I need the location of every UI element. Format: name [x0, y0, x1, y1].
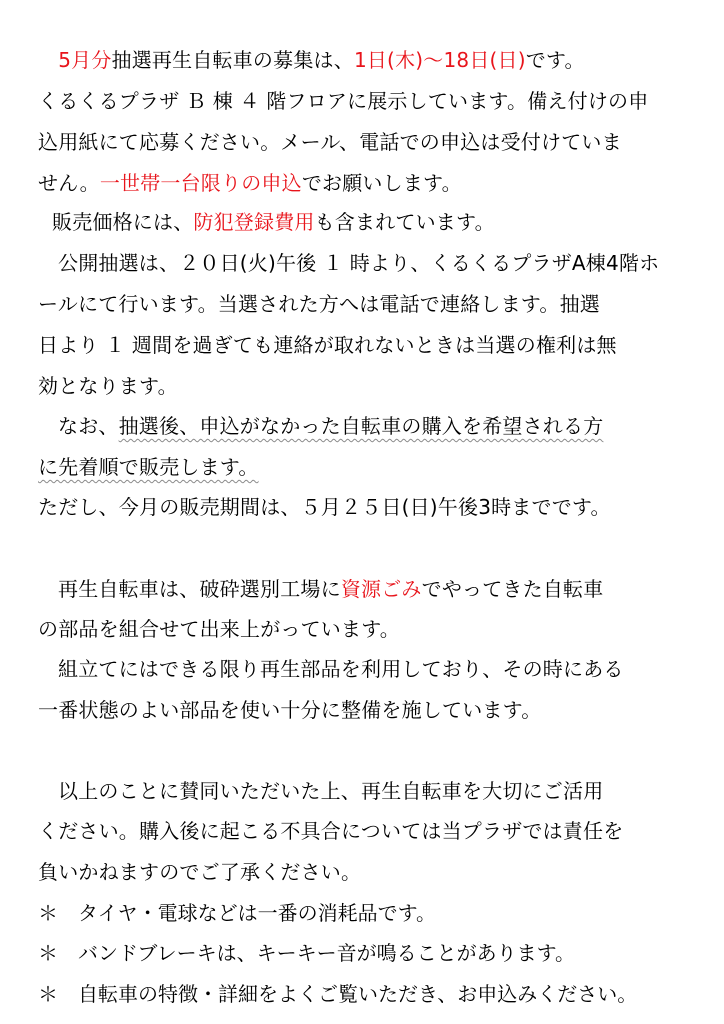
month-label: 5月分 — [58, 48, 112, 72]
bullet-item: ＊ バンドブレーキは、キーキー音が鳴ることがあります。 — [38, 941, 575, 965]
first-come-line-2: に先着順で販売します。 — [38, 455, 259, 479]
bullet-item: ＊ タイヤ・電球などは一番の消耗品です。 — [38, 901, 436, 925]
application-period: 1日(木)～18日(日) — [353, 48, 526, 72]
crime-registration-fee: 防犯登録費用 — [193, 210, 315, 234]
sales-period-line: ただし、今月の販売期間は、５月２５日(日)午後3時までです。 — [38, 495, 611, 519]
recycled-line-2: の部品を組合せて出来上がっています。 — [38, 617, 400, 641]
disclaimer-line-3: 負いかねますのでご了承ください。 — [38, 860, 362, 884]
intro-line-2: くるくるプラザ Ｂ 棟 ４ 階フロアに展示しています。備え付けの申 — [38, 89, 649, 113]
first-come-line-1: なお、抽選後、申込がなかった自転車の購入を希望される方 — [58, 414, 604, 438]
resource-waste-label: 資源ごみ — [340, 577, 422, 601]
bullet-item: ＊ 自転車の特徴・詳細をよくご覧いただき、お申込みください。 — [38, 982, 638, 1006]
price-note: 販売価格には、防犯登録費用も含まれています。 — [52, 210, 495, 234]
lottery-line-4: 効となります。 — [38, 374, 178, 398]
asterisk-icon: ＊ — [38, 982, 58, 1006]
asterisk-icon: ＊ — [38, 901, 58, 925]
lottery-line-1: 公開抽選は、２０日(火)午後 １ 時より、くるくるプラザA棟4階ホ — [58, 251, 660, 275]
recycled-line-1: 再生自転車は、破砕選別工場に資源ごみでやってきた自転車 — [58, 577, 604, 601]
lottery-line-3: 日より １ 週間を過ぎても連絡が取れないときは当選の権利は無 — [38, 333, 617, 357]
asterisk-icon: ＊ — [38, 941, 58, 965]
disclaimer-line-1: 以上のことに賛同いただいた上、再生自転車を大切にご活用 — [58, 779, 604, 803]
intro-line-4: せん。一世帯一台限りの申込でお願いします。 — [38, 171, 462, 195]
assembly-line-2: 一番状態のよい部品を使い十分に整備を施しています。 — [38, 698, 542, 722]
disclaimer-line-2: ください。購入後に起こる不具合については当プラザでは責任を — [38, 819, 624, 843]
intro-line-3: 込用紙にて応募ください。メール、電話での申込は受付けていま — [38, 130, 622, 154]
lottery-line-2: ールにて行います。当選された方へは電話で連絡します。抽選 — [38, 292, 600, 316]
assembly-line-1: 組立てにはできる限り再生部品を利用しており、その時にある — [58, 657, 624, 681]
one-per-household-note: 一世帯一台限りの申込 — [99, 171, 302, 195]
first-come-underlined: 抽選後、申込がなかった自転車の購入を希望される方 — [118, 414, 604, 438]
intro-line-1: 5月分抽選再生自転車の募集は、1日(木)～18日(日)です。 — [58, 48, 585, 72]
